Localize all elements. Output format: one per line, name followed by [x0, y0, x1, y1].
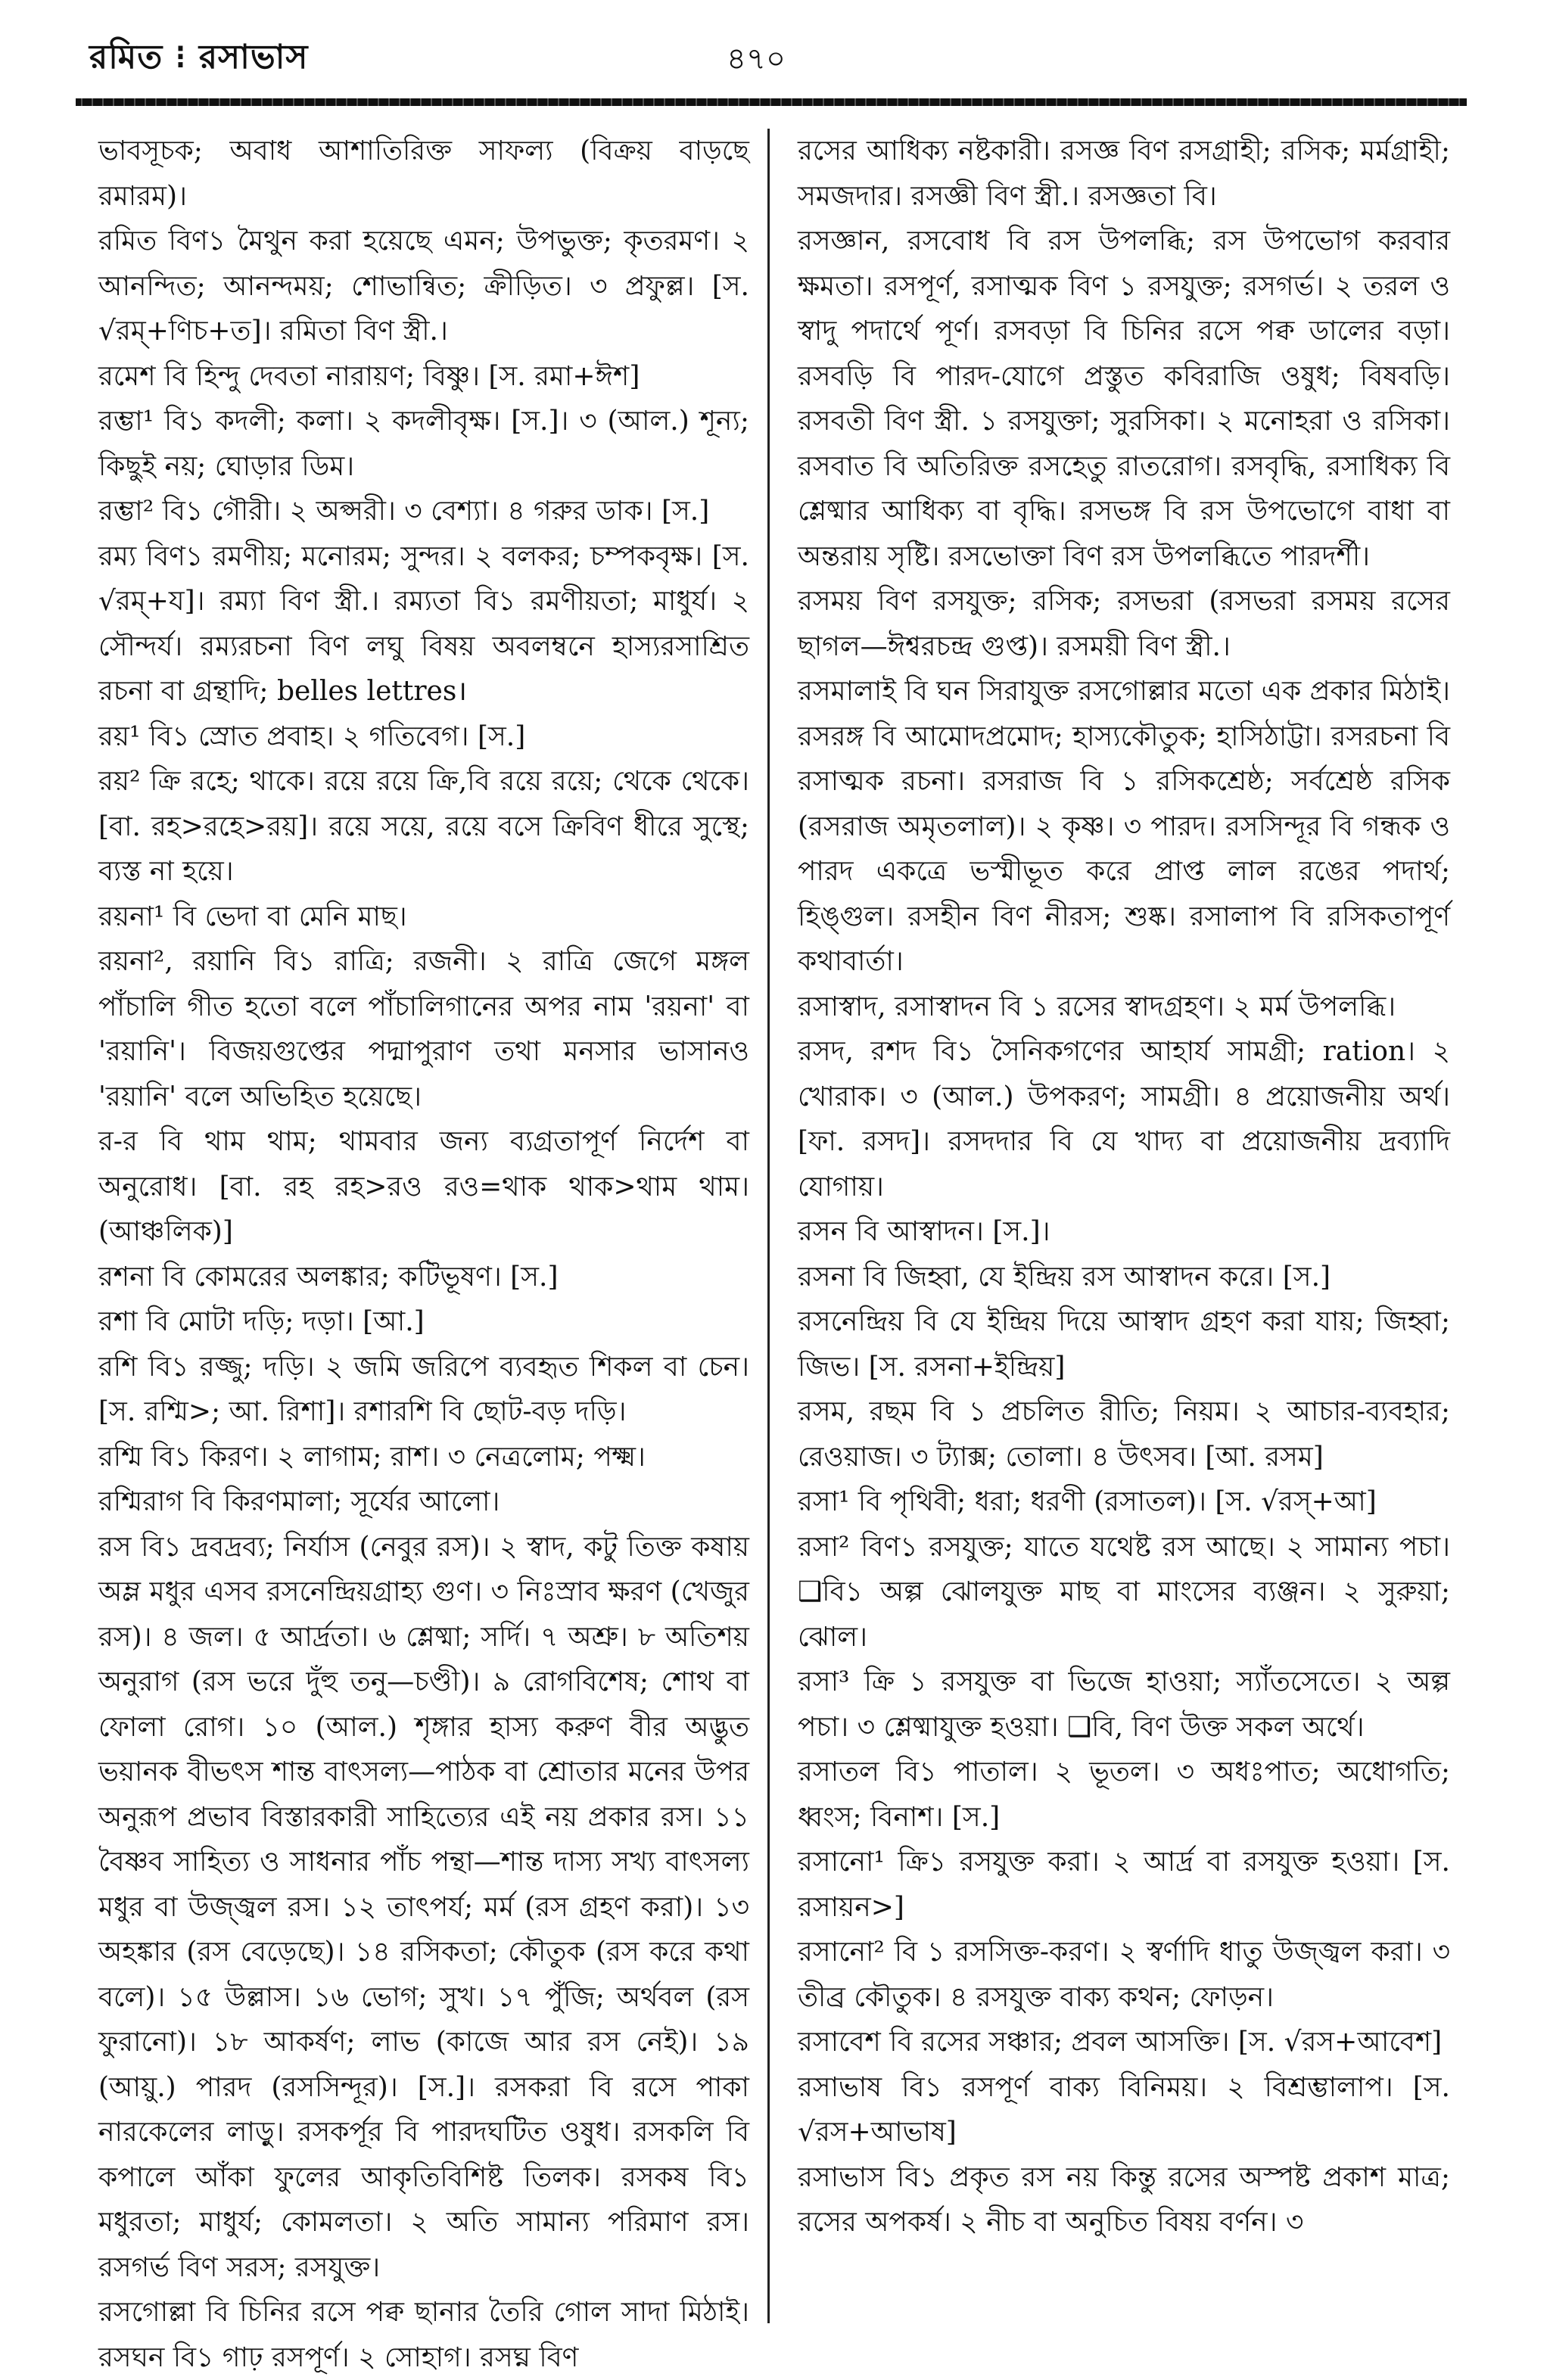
entry: রসময় বিণ রসযুক্ত; রসিক; রসভরা (রসভরা রসময় রসের ছাগল—ঈশ্বরচন্দ্র গুপ্ত)। রসময়ী বিণ স্ত্রী.। — [798, 586, 1450, 662]
running-head: রমিত ⁝ রসাভাস — [89, 38, 309, 76]
left-column — [98, 129, 749, 2380]
entry: রয়² ক্রি রহে; থাকে। রয়ে রয়ে ক্রি,বি রয়ে রয়ে; থেকে থেকে। [বা. রহ>রহে>রয়]। রয়ে সয়ে, রয়ে বসে ক্রিবিণ ধীরে সুস্থে; ব্যস্ত না হয়ে। — [98, 766, 749, 887]
entry: রসমালাই বি ঘন সিরাযুক্ত রসগোল্লার মতো এক প্রকার মিঠাই। রসরঙ্গ বি আমোদপ্রমোদ; হাস্যকৌতুক; হাসিঠাট্টা। রসরচনা বি রসাত্মক রচনা। রসরাজ বি ১ রসিকশ্রেষ্ঠ; সর্বশ্রেষ্ঠ রসিক (রসরাজ অমৃতলাল)। ২ কৃষ্ণ। ৩ পারদ। রসসিন্দূর বি গন্ধক ও পারদ একত্রে ভস্মীভূত করে প্রাপ্ত লাল রঙের পদার্থ; হিঙ্গুল। রসহীন বিণ নীরস; শুষ্ক। রসালাপ বি রসিকতাপূর্ণ কথাবার্তা। — [798, 676, 1450, 977]
entry: রমেশ বি হিন্দু দেবতা নারায়ণ; বিষ্ণু। [স. রমা+ঈশ] — [98, 360, 640, 392]
entry: রশি বি১ রজ্জু; দড়ি। ২ জমি জরিপে ব্যবহৃত শিকল বা চেন। [স. রশ্মি>; আ. রিশা]। রশারশি বি ছোট-বড় দড়ি। — [98, 1351, 749, 1427]
column-divider — [767, 129, 770, 2323]
right-column — [798, 129, 1450, 2245]
entry: রম্য বিণ১ রমণীয়; মনোরম; সুন্দর। ২ বলকর; চম্পকবৃক্ষ। [স. √রম্‌+য]। রম্যা বিণ স্ত্রী.। রম্যতা বি১ রমণীয়তা; মাধুর্য। ২ সৌন্দর্য। রম্যরচনা বিণ লঘু বিষয় অবলম্বনে হাস্যরসাশ্রিত রচনা বা গ্রন্থাদি; belles lettres। — [98, 540, 749, 707]
entry: রশনা বি কোমরের অলঙ্কার; কটিভূষণ। [স.] — [98, 1261, 559, 1293]
entry: রসগোল্লা বি চিনির রসে পক্ব ছানার তৈরি গোল সাদা মিঠাই। রসঘন বি১ গাঢ় রসপূর্ণ। ২ সোহাগ। রসঘ্ন বিণ — [98, 2297, 749, 2373]
entry: রসা³ ক্রি ১ রসযুক্ত বা ভিজে হাওয়া; স্যাঁতসেতে। ২ অল্প পচা। ৩ শ্লেষ্মাযুক্ত হওয়া। ❑বি, বিণ উক্ত সকল অর্থে। — [798, 1666, 1450, 1743]
entry: রসা² বিণ১ রসযুক্ত; যাতে যথেষ্ট রস আছে। ২ সামান্য পচা। ❑বি১ অল্প ঝোলযুক্ত মাছ বা মাংসের ব্যঞ্জন। ২ সুরুয়া; ঝোল। — [798, 1531, 1450, 1653]
entry: রয়না¹ বি ভেদা বা মেনি মাছ। — [98, 901, 407, 932]
entry: রয়না², রয়ানি বি১ রাত্রি; রজনী। ২ রাত্রি জেগে মঙ্গল পাঁচালি গীত হতো বলে পাঁচালিগানের অপর নাম 'রয়না' বা 'রয়ানি'। বিজয়গুপ্তের পদ্মাপুরাণ তথা মনসার ভাসানও 'রয়ানি' বলে অভিহিত হয়েছে। — [98, 946, 749, 1112]
entry: রসানো¹ ক্রি১ রসযুক্ত করা। ২ আর্দ্র বা রসযুক্ত হওয়া। [স. রসায়ন>] — [798, 1846, 1450, 1923]
entry: রম্ভা² বি১ গৌরী। ২ অপ্সরী। ৩ বেশ্যা। ৪ গরুর ডাক। [স.] — [98, 496, 710, 527]
entry: রশা বি মোটা দড়ি; দড়া। [আ.] — [98, 1306, 425, 1337]
entry: রসাতল বি১ পাতাল। ২ ভূতল। ৩ অধঃপাত; অধোগতি; ধ্বংস; বিনাশ। [স.] — [798, 1756, 1450, 1833]
entry: রসম, রছম বি ১ প্রচলিত রীতি; নিয়ম। ২ আচার-ব্যবহার; রেওয়াজ। ৩ ট্যাক্স; তোলা। ৪ উৎসব। [আ. রসম] — [798, 1396, 1450, 1473]
entry: রশ্মিরাগ বি কিরণমালা; সূর্যের আলো। — [98, 1486, 500, 1517]
entry: রসানো² বি ১ রসসিক্ত-করণ। ২ স্বর্ণাদি ধাতু উজ্জ্বল করা। ৩ তীব্র কৌতুক। ৪ রসযুক্ত বাক্য কথন; ফোড়ন। — [798, 1937, 1450, 2013]
entry: র-র বি থাম থাম; থামবার জন্য ব্যগ্রতাপূর্ণ নির্দেশ বা অনুরোধ। [বা. রহ রহ>রও রও=থাক থাক>থাম থাম। (আঞ্চলিক)] — [98, 1126, 749, 1247]
entry: রসন বি আস্বাদন। [স.]। — [798, 1216, 1050, 1247]
entry: ভাবসূচক; অবাধ আশাতিরিক্ত সাফল্য (বিক্রয় বাড়ছে রমারম)। — [98, 135, 749, 212]
entry: রসনেন্দ্রিয় বি যে ইন্দ্রিয় দিয়ে আস্বাদ গ্রহণ করা যায়; জিহ্বা; জিভ। [স. রসনা+ইন্দ্রিয়] — [798, 1306, 1450, 1383]
entry: রম্ভা¹ বি১ কদলী; কলা। ২ কদলীবৃক্ষ। [স.]। ৩ (আল.) শূন্য; কিছুই নয়; ঘোড়ার ডিম। — [98, 406, 749, 482]
entry: রশ্মি বি১ কিরণ। ২ লাগাম; রাশ। ৩ নেত্রলোম; পক্ষ্ম। — [98, 1441, 646, 1473]
page-number: ৪৭০ — [727, 42, 786, 76]
entry: রসা¹ বি পৃথিবী; ধরা; ধরণী (রসাতল)। [স. √রস্‌+আ] — [798, 1486, 1377, 1517]
entry: রসাবেশ বি রসের সঞ্চার; প্রবল আসক্তি। [স. √রস+আবেশ] — [798, 2027, 1443, 2058]
page-header — [0, 0, 1550, 106]
entry: রসাস্বাদ, রসাস্বাদন বি ১ রসের স্বাদগ্রহণ। ২ মর্ম উপলব্ধি। — [798, 991, 1396, 1022]
entry: রসজ্ঞান, রসবোধ বি রস উপলব্ধি; রস উপভোগ করবার ক্ষমতা। রসপূর্ণ, রসাত্মক বিণ ১ রসযুক্ত; রসগর্ভ। ২ তরল ও স্বাদু পদার্থে পূর্ণ। রসবড়া বি চিনির রসে পক্ব ডালের বড়া। রসবড়ি বি পারদ-যোগে প্রস্তুত কবিরাজি ওষুধ; বিষবড়ি। রসবতী বিণ স্ত্রী. ১ রসযুক্তা; সুরসিকা। ২ মনোহরা ও রসিকা। রসবাত বি অতিরিক্ত রসহেতু রাতরোগ। রসবৃদ্ধি, রসাধিক্য বি শ্লেষ্মার আধিক্য বা বৃদ্ধি। রসভঙ্গ বি রস উপভোগে বাধা বা অন্তরায় সৃষ্টি। রসভোক্তা বিণ রস উপলব্ধিতে পারদর্শী। — [798, 226, 1450, 572]
entry: রয়¹ বি১ স্রোত প্রবাহ। ২ গতিবেগ। [স.] — [98, 720, 526, 752]
entry: রস বি১ দ্রবদ্রব্য; নির্যাস (নেবুর রস)। ২ স্বাদ, কটু তিক্ত কষায় অম্ল মধুর এসব রসনেন্দ্রিয়গ্রাহ্য গুণ। ৩ নিঃস্রাব ক্ষরণ (খেজুর রস)। ৪ জল। ৫ আর্দ্রতা। ৬ শ্লেষ্মা; সর্দি। ৭ অশ্রু। ৮ অতিশয় অনুরাগ (রস ভরে দুঁহু তনু—চণ্ডী)। ৯ রোগবিশেষ; শোথ বা ফোলা রোগ। ১০ (আল.) শৃঙ্গার হাস্য করুণ বীর অদ্ভুত ভয়ানক বীভৎস শান্ত বাৎসল্য—পাঠক বা শ্রোতার মনের উপর অনুরূপ প্রভাব বিস্তারকারী সাহিত্যের এই নয় প্রকার রস। ১১ বৈষ্ণব সাহিত্য ও সাধনার পাঁচ পন্থা—শান্ত দাস্য সখ্য বাৎসল্য মধুর বা উজ্জ্বল রস। ১২ তাৎপর্য; মর্ম (রস গ্রহণ করা)। ১৩ অহঙ্কার (রস বেড়েছে)। ১৪ রসিকতা; কৌতুক (রস করে কথা বলে)। ১৫ উল্লাস। ১৬ ভোগ; সুখ। ১৭ পুঁজি; অর্থবল (রস ফুরানো)। ১৮ আকর্ষণ; লাভ (কাজে আর রস নেই)। ১৯ (আয়ু.) পারদ (রসসিন্দূর)। [স.]। রসকরা বি রসে পাকা নারকেলের লাড়ু। রসকর্পূর বি পারদঘটিত ওষুধ। রসকলি বি কপালে আঁকা ফুলের আকৃতিবিশিষ্ট তিলক। রসকষ বি১ মধুরতা; মাধুর্য; কোমলতা। ২ অতি সামান্য পরিমাণ রস। রসগর্ভ বিণ সরস; রসযুক্ত। — [98, 1531, 749, 2283]
entry: রসের আধিক্য নষ্টকারী। রসজ্ঞ বিণ রসগ্রাহী; রসিক; মর্মগ্রাহী; সমজদার। রসজ্ঞী বিণ স্ত্রী.। রসজ্ঞতা বি। — [798, 135, 1450, 212]
entry: রসদ, রশদ বি১ সৈনিকগণের আহার্য সামগ্রী; ration। ২ খোরাক। ৩ (আল.) উপকরণ; সামগ্রী। ৪ প্রয়োজনীয় অর্থ। [ফা. রসদ]। রসদদার বি যে খাদ্য বা প্রয়োজনীয় দ্রব্যাদি যোগায়। — [798, 1036, 1450, 1202]
header-rule — [76, 98, 1467, 106]
entry: রমিত বিণ১ মৈথুন করা হয়েছে এমন; উপভুক্ত; কৃতরমণ। ২ আনন্দিত; আনন্দময়; শোভান্বিত; ক্রীড়িত। ৩ প্রফুল্ল। [স. √রম্‌+ণিচ+ত]। রমিতা বিণ স্ত্রী.। — [98, 226, 749, 347]
entry: রসাভাস বি১ প্রকৃত রস নয় কিন্তু রসের অস্পষ্ট প্রকাশ মাত্র; রসের অপকর্ষ। ২ নীচ বা অনুচিত বিষয় বর্ণন। ৩ — [798, 2161, 1450, 2238]
entry: রসাভাষ বি১ রসপূর্ণ বাক্য বিনিময়। ২ বিশ্রম্ভালাপ। [স. √রস+আভাষ] — [798, 2071, 1450, 2148]
entry: রসনা বি জিহ্বা, যে ইন্দ্রিয় রস আস্বাদন করে। [স.] — [798, 1261, 1331, 1293]
